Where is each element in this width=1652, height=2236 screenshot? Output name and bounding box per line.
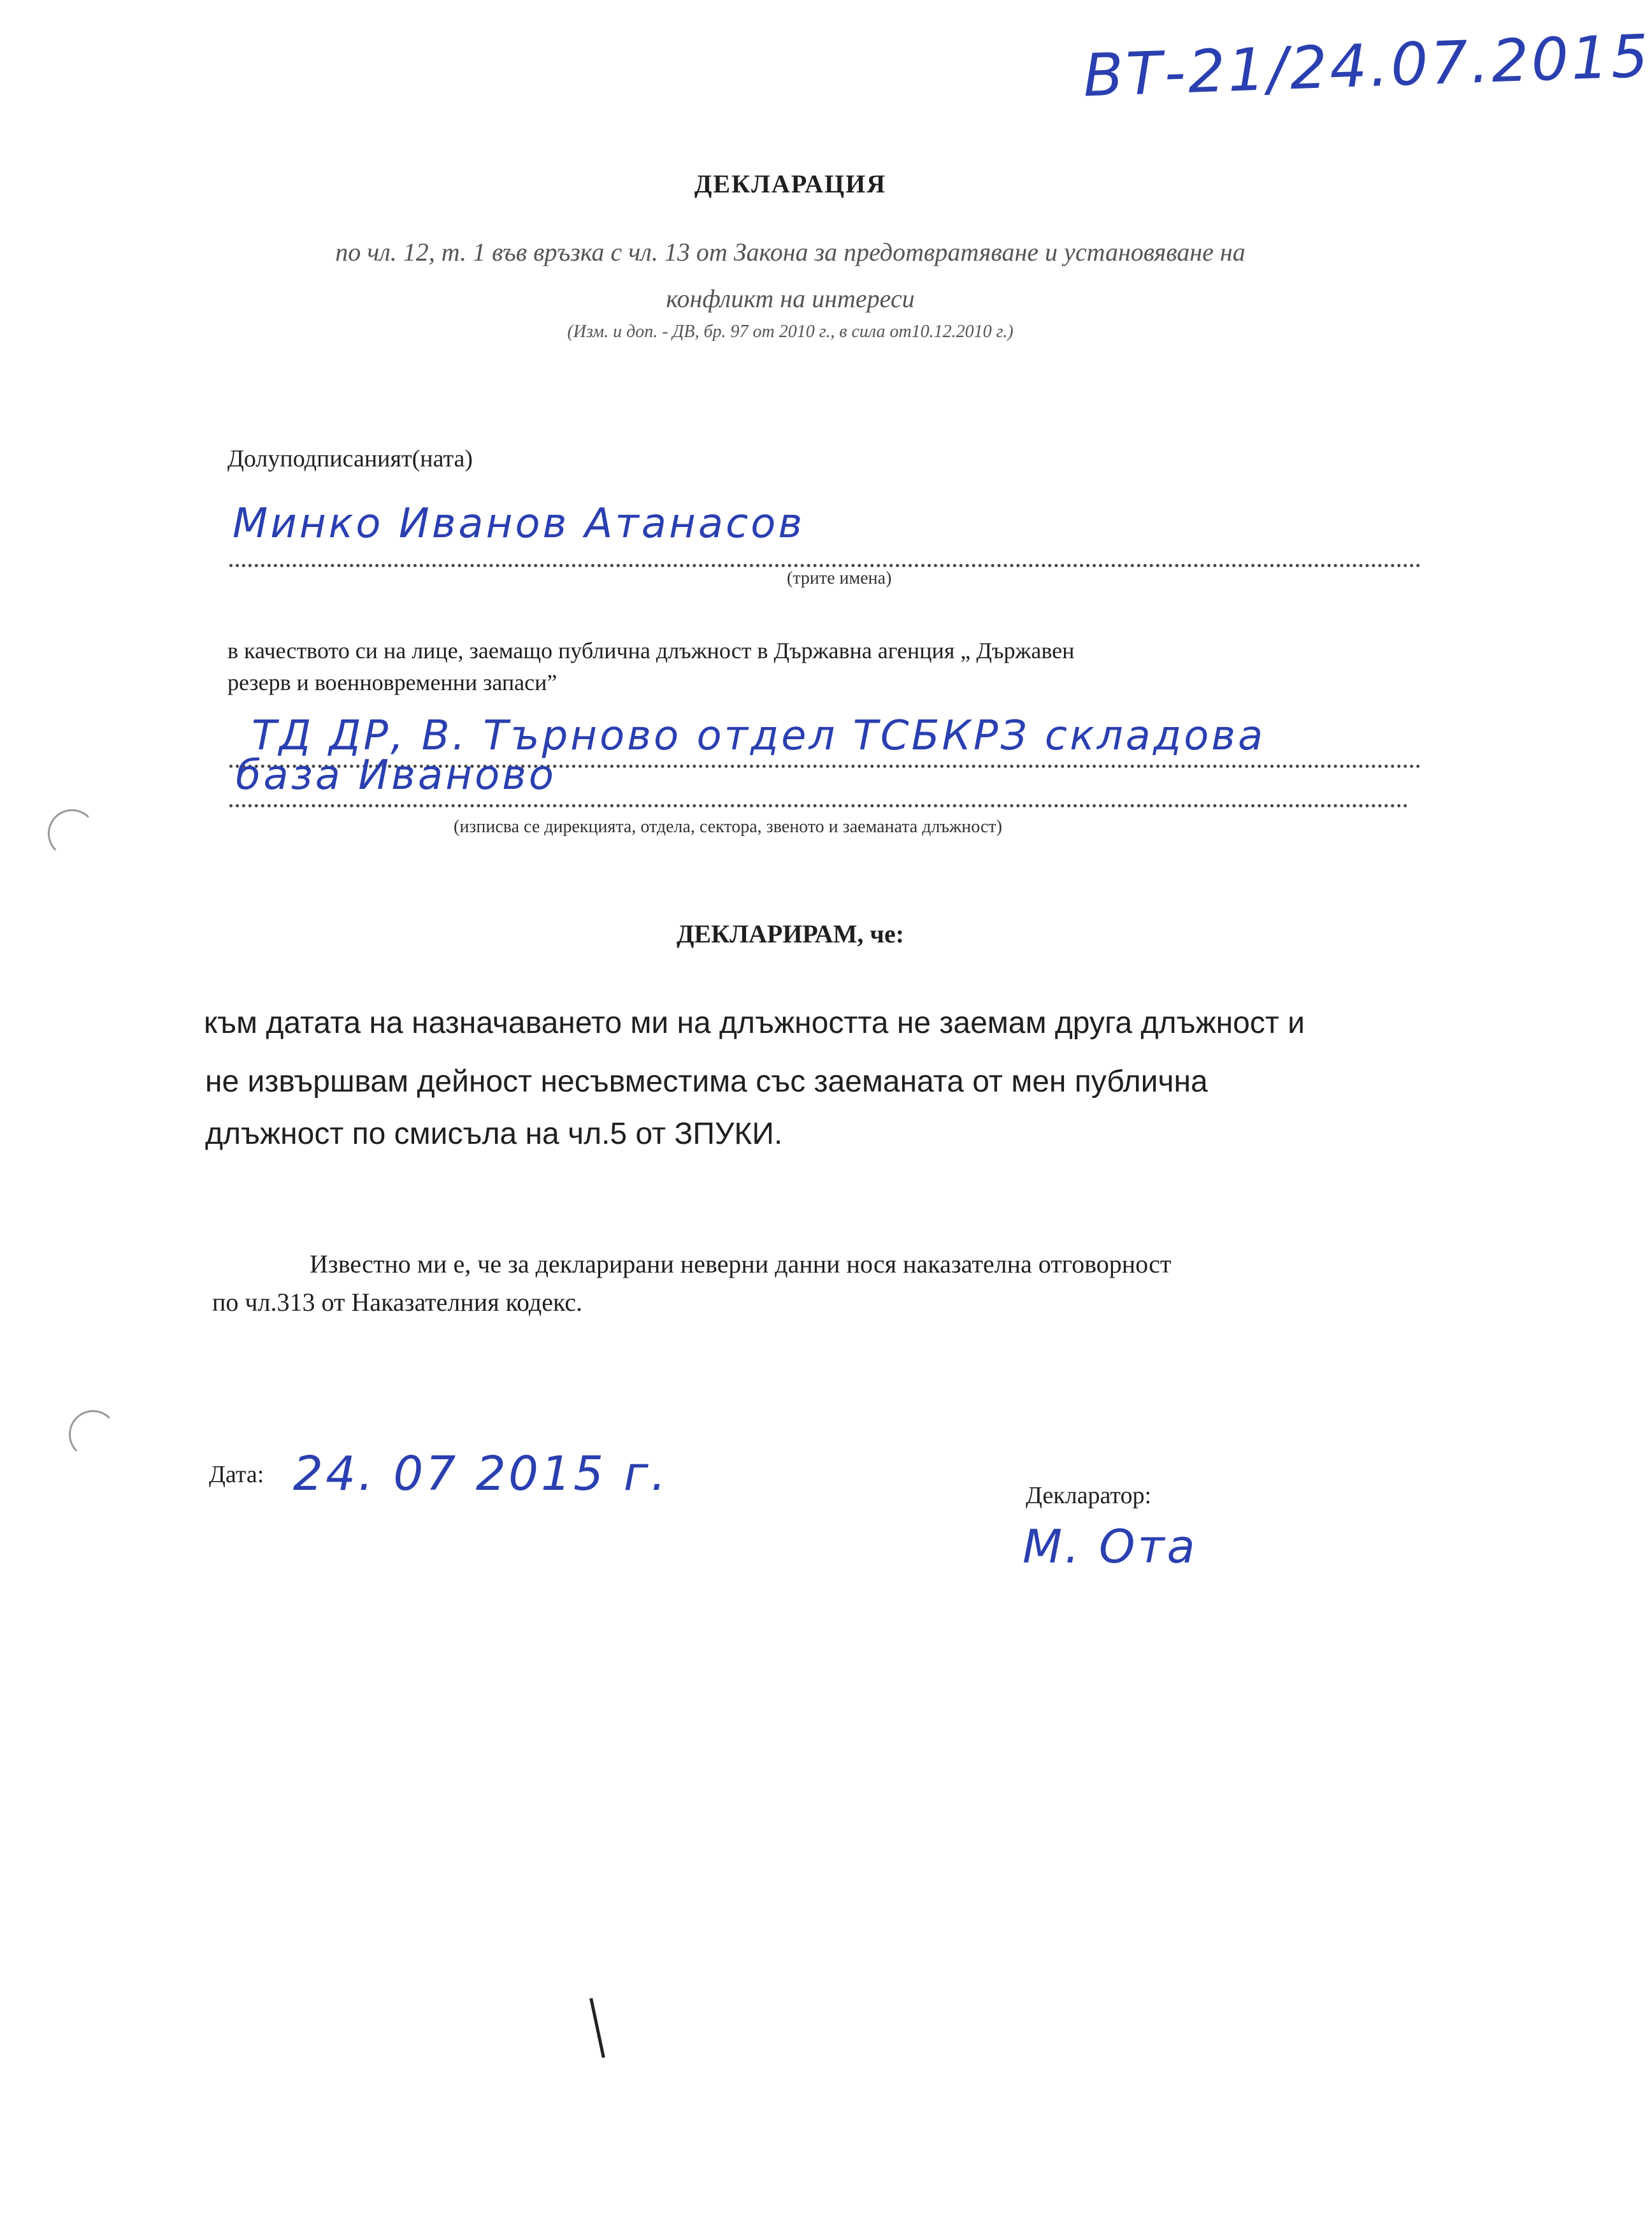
declare-heading: ДЕКЛАРИРАМ, че: xyxy=(676,920,905,948)
declarant-label: Декларатор: xyxy=(1026,1482,1152,1509)
redaction-box xyxy=(1210,1418,1363,1568)
position-label-line-1: в качеството си на лице, заемащо публична длъжност в Държавна агенция „ Държавен xyxy=(227,638,1075,663)
position-label-line-2: резерв и военновременни запаси” xyxy=(227,670,557,695)
liability-line-1: Известно ми е, че за декларирани неверни данни нося наказателна отговорност xyxy=(310,1250,1172,1278)
scan-mark xyxy=(589,1998,605,2058)
declarant-signature: М. Ота xyxy=(1023,1520,1198,1573)
name-dotted-line xyxy=(229,564,1421,567)
date-label: Дата: xyxy=(209,1461,264,1488)
punch-hole-bottom xyxy=(69,1410,117,1459)
position-dotted-line-2 xyxy=(229,804,1408,807)
name-hint: (трите имена) xyxy=(787,568,892,588)
undersigned-name: Минко Иванов Атанасов xyxy=(233,500,805,547)
subtitle-line-1: по чл. 12, т. 1 във връзка с чл. 13 от Закона за предотвратяване и установяване на xyxy=(335,238,1246,266)
position-handwritten-line-1: ТД ДР, В. Търново отдел ТСБКРЗ складова xyxy=(252,712,1266,760)
position-hint: (изписва се дирекцията, отдела, сектора, звеното и заеманата длъжност) xyxy=(454,817,1002,837)
subtitle-line-2: конфликт на интереси xyxy=(666,284,915,313)
amendment-note: (Изм. и доп. - ДВ, бр. 97 от 2010 г., в сила от10.12.2010 г.) xyxy=(567,322,1014,342)
document-title: ДЕКЛАРАЦИЯ xyxy=(694,170,887,198)
undersigned-label: Долуподписаният(ната) xyxy=(227,445,473,472)
registration-number: ВТ-21/24.07.2015 xyxy=(1082,22,1652,110)
declaration-body-line-2: не извършвам дейност несъвместима със заеманата от мен публична xyxy=(205,1065,1208,1099)
declaration-body-line-1: към датата на назначаването ми на длъжността не заемам друга длъжност и xyxy=(204,1006,1305,1040)
punch-hole-top xyxy=(48,809,96,858)
date-value: 24. 07 2015 г. xyxy=(293,1446,669,1501)
declaration-body-line-3: длъжност по смисъла на чл.5 от ЗПУКИ. xyxy=(205,1117,783,1151)
liability-line-2: по чл.313 от Наказателния кодекс. xyxy=(212,1288,583,1316)
position-handwritten-line-2: база Иваново xyxy=(236,752,556,799)
